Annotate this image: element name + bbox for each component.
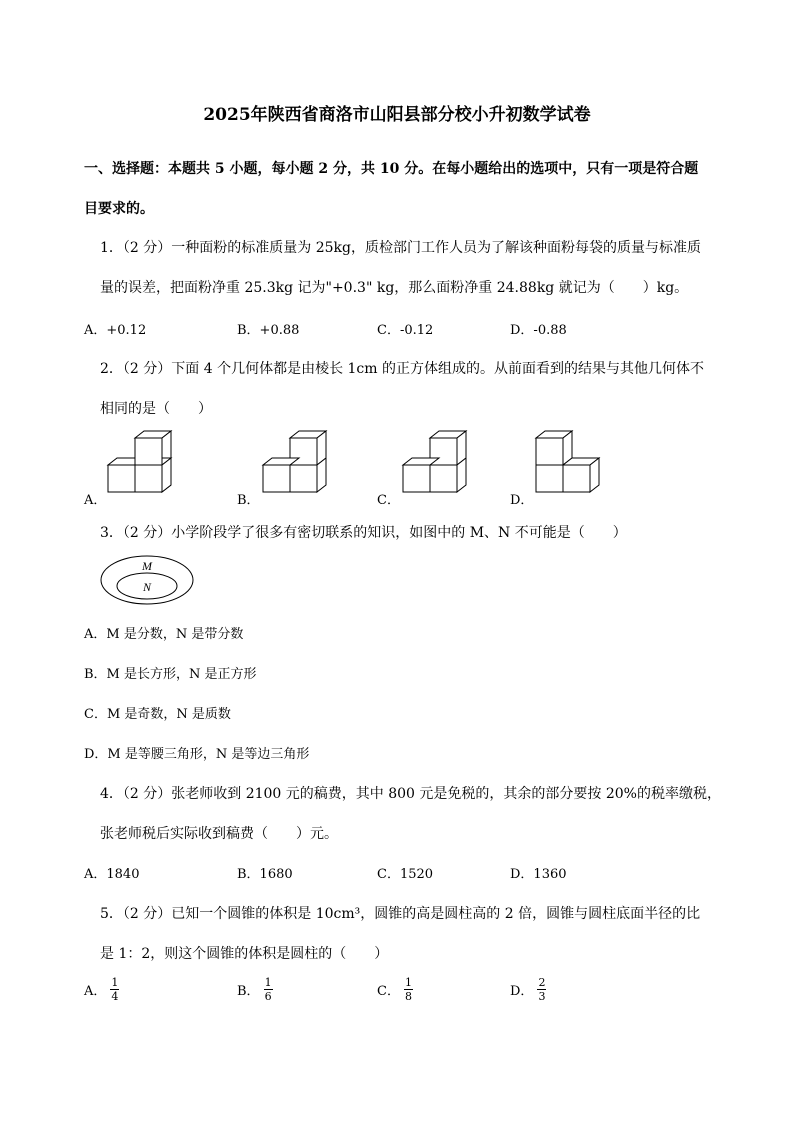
q4-option-c[interactable]: C．1520 [377,867,434,882]
q5-option-c-fraction [404,976,413,1003]
q5-option-b-fraction [264,976,273,1003]
cube-a-top [135,438,162,465]
question-2-line2: 相同的是（ ） [100,401,212,417]
q3-option-b[interactable]: B．M 是长方形，N 是正方形 [84,667,257,682]
label-n: N [143,580,152,594]
fraction-denominator: 3 [538,990,546,1003]
venn-diagram [100,555,196,607]
q2-option-a[interactable]: A． [84,493,107,508]
cube-figure-b [255,425,335,505]
q5-option-c[interactable] [377,976,413,1003]
q3-option-d[interactable]: D．M 是等腰三角形，N 是等边三角形 [84,747,310,762]
q4-option-b[interactable]: B．1680 [237,867,293,882]
q5-option-d[interactable] [510,976,546,1003]
cube-figure-a [100,425,175,505]
question-4-line2: 张老师税后实际收到稿费（ ）元。 [100,826,338,842]
section-heading-line1: 一、选择题：本题共 5 小题，每小题 2 分，共 10 分。在每小题给出的选项中，只有一项是符合题 [84,161,699,177]
section-heading-line2: 目要求的。 [84,201,154,217]
q2-option-d[interactable]: D． [510,493,534,508]
q1-option-a[interactable]: A．+0.12 [84,323,147,338]
q3-option-a[interactable]: A．M 是分数，N 是带分数 [84,627,244,642]
question-5-line2: 是 1：2，则这个圆锥的体积是圆柱的（ ） [100,946,389,962]
q5-option-c-label: C． [377,984,400,999]
q3-option-c[interactable]: C．M 是奇数，N 是质数 [84,707,231,722]
fraction-denominator: 6 [264,990,272,1003]
fraction-denominator: 4 [111,990,119,1003]
q5-option-a[interactable] [84,976,119,1003]
q5-option-a-label: A． [84,984,107,999]
fraction-numerator: 1 [404,976,412,989]
fraction-numerator: 1 [264,976,272,989]
q5-option-d-label: D． [510,984,534,999]
q4-option-d[interactable]: D．1360 [510,867,567,882]
q5-option-b[interactable] [237,976,273,1003]
cube-figure-d [528,425,608,505]
question-4-line1: 4．（2 分）张老师收到 2100 元的稿费，其中 800 元是免税的，其余的部分要按 20%的税率缴税， [100,786,721,802]
q5-option-d-fraction [537,976,546,1003]
question-1-line2: 量的误差，把面粉净重 25.3kg 记为"+0.3" kg，那么面粉净重 24.88kg 就记为（ ）kg。 [100,280,689,296]
question-1-line1: 1．（2 分）一种面粉的标准质量为 25kg，质检部门工作人员为了解该种面粉每袋的质量与标准质 [100,240,701,256]
cube-figure-c [395,425,475,505]
question-3-line1: 3．（2 分）小学阶段学了很多有密切联系的知识，如图中的 M、N 不可能是（ ） [100,525,627,541]
fraction-numerator: 1 [111,976,119,989]
q2-option-b[interactable]: B． [237,493,260,508]
q1-option-c[interactable]: C．-0.12 [377,323,434,338]
question-5-line1: 5．（2 分）已知一个圆锥的体积是 10cm³，圆锥的高是圆柱高的 2 倍，圆锥与圆柱底面半径的比 [100,906,701,922]
question-2-line1: 2．（2 分）下面 4 个几何体都是由棱长 1cm 的正方体组成的。从前面看到的结果与其他几何体不 [100,361,704,377]
q1-option-d[interactable]: D．-0.88 [510,323,567,338]
q5-option-a-fraction [110,976,119,1003]
label-m: M [142,559,152,573]
cube-b-mid [290,465,317,492]
page-title: 2025年陕西省商洛市山阳县部分校小升初数学试卷 [203,105,591,125]
cube-d-bottom-right [563,458,599,492]
fraction-numerator: 2 [538,976,546,989]
cube-d-bottom-left [536,465,563,492]
q5-option-b-label: B． [237,984,260,999]
q4-option-a[interactable]: A．1840 [84,867,140,882]
q2-option-c[interactable]: C． [377,493,400,508]
fraction-denominator: 8 [404,990,412,1003]
q1-option-b[interactable]: B．+0.88 [237,323,300,338]
cube-d-top [536,431,572,465]
